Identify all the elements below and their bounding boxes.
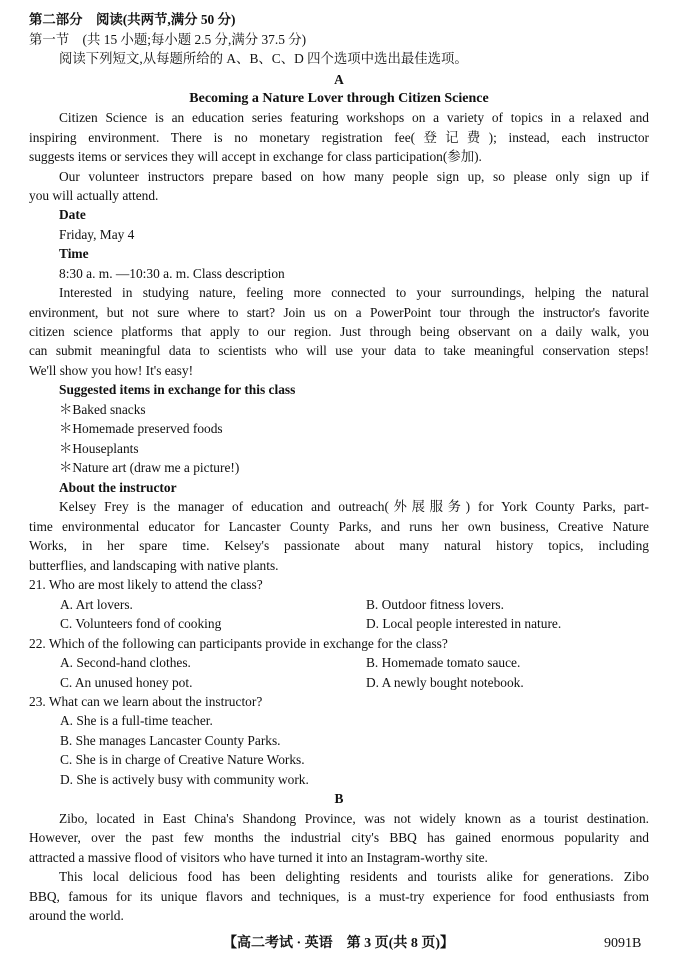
question-stem: 23. What can we learn about the instructor? <box>29 694 263 709</box>
answer-option: B. Outdoor fitness lovers. <box>366 597 504 612</box>
passage-a-line: We'll show you how! It's easy! <box>29 363 194 378</box>
answer-option: B. She manages Lancaster County Parks. <box>60 733 281 748</box>
passage-a-line: environment, but not sure where to start? Join us on a PowerPoint tour through the instructor's favorite <box>29 305 649 320</box>
answer-option: C. Volunteers fond of cooking <box>60 616 222 631</box>
answer-option: A. She is a full-time teacher. <box>60 713 213 728</box>
time-heading: Time <box>59 246 89 261</box>
answer-option: D. A newly bought notebook. <box>366 675 524 690</box>
page-footer: 【高二考试 · 英语 第 3 页(共 8 页)】 <box>223 936 454 951</box>
passage-a-line: time environmental educator for Lancaster County Parks, and runs her own business, Creative Nature <box>29 519 649 534</box>
answer-option: C. An unused honey pot. <box>60 675 193 690</box>
passage-a-line: Works, in her spare time. Kelsey's passionate about many natural history topics, including <box>29 538 649 553</box>
answer-option: A. Second-hand clothes. <box>60 655 191 670</box>
passage-a-line: citizen science platforms that apply to our region. Just through being observant on a daily walk, you <box>29 324 649 339</box>
answer-option: B. Homemade tomato sauce. <box>366 655 521 670</box>
passage-a-line: Kelsey Frey is the manager of education and outreach(外展服务) for York County Parks, part- <box>59 499 649 514</box>
section-heading: 第一节 (共 15 小题;每小题 2.5 分,满分 37.5 分) <box>29 32 307 47</box>
suggested-item: ＊Baked snacks <box>59 402 146 417</box>
passage-a-line: butterflies, and landscaping with native plants. <box>29 558 279 573</box>
exam-code: 9091B <box>604 936 642 951</box>
date-heading: Date <box>59 207 86 222</box>
passage-a-line: can submit meaningful data to scientists who will use your data to take meaningful conservation steps! <box>29 343 649 358</box>
passage-a-line: Our volunteer instructors prepare based on how many people sign up, so please only sign up if <box>59 169 649 184</box>
passage-a-line: you will actually attend. <box>29 188 159 203</box>
passage-a-line: Citizen Science is an education series featuring workshops on a variety of topics in a relaxed and <box>59 110 649 125</box>
instructor-heading: About the instructor <box>59 480 177 495</box>
time-value: 8:30 a. m. —10:30 a. m. Class description <box>59 266 285 281</box>
suggested-items-heading: Suggested items in exchange for this class <box>59 382 296 397</box>
passage-a-line: suggests items or services they will accept in exchange for class participation(参加). <box>29 149 482 164</box>
passage-a-letter: A <box>334 72 344 87</box>
answer-option: D. Local people interested in nature. <box>366 616 562 631</box>
passage-b-line: attracted a massive flood of visitors who have turned it into an Instagram-worthy site. <box>29 850 488 865</box>
passage-b-line: BBQ, famous for its unique flavors and techniques, is a must-try experience for food enthusiasts from <box>29 889 649 904</box>
question-stem: 22. Which of the following can participants provide in exchange for the class? <box>29 636 448 651</box>
passage-b-letter: B <box>334 791 344 806</box>
answer-option: A. Art lovers. <box>60 597 133 612</box>
suggested-item: ＊Houseplants <box>59 441 139 456</box>
passage-b-line: around the world. <box>29 908 124 923</box>
instruction-text: 阅读下列短文,从每题所给的 A、B、C、D 四个选项中选出最佳选项。 <box>59 51 468 66</box>
answer-option: C. She is in charge of Creative Nature Works. <box>60 752 305 767</box>
suggested-item: ＊Homemade preserved foods <box>59 421 223 436</box>
date-value: Friday, May 4 <box>59 227 135 242</box>
passage-a-line: Interested in studying nature, feeling more connected to your surroundings, helping the natural <box>59 285 649 300</box>
passage-b-line: This local delicious food has been delighting residents and tourists alike for generations. Zibo <box>59 869 649 884</box>
passage-a-title: Becoming a Nature Lover through Citizen Science <box>189 91 489 106</box>
passage-b-line: However, over the past few months the industrial city's BBQ has gained enormous popularity and <box>29 830 649 845</box>
passage-b-line: Zibo, located in East China's Shandong Province, was not widely known as a tourist destination. <box>59 811 649 826</box>
question-stem: 21. Who are most likely to attend the class? <box>29 577 263 592</box>
answer-option: D. She is actively busy with community work. <box>60 772 309 787</box>
passage-a-line: inspiring environment. There is no monetary registration fee(登记费); instead, each instructor <box>29 130 649 145</box>
suggested-item: ＊Nature art (draw me a picture!) <box>59 460 240 475</box>
part-heading: 第二部分 阅读(共两节,满分 50 分) <box>29 12 236 27</box>
